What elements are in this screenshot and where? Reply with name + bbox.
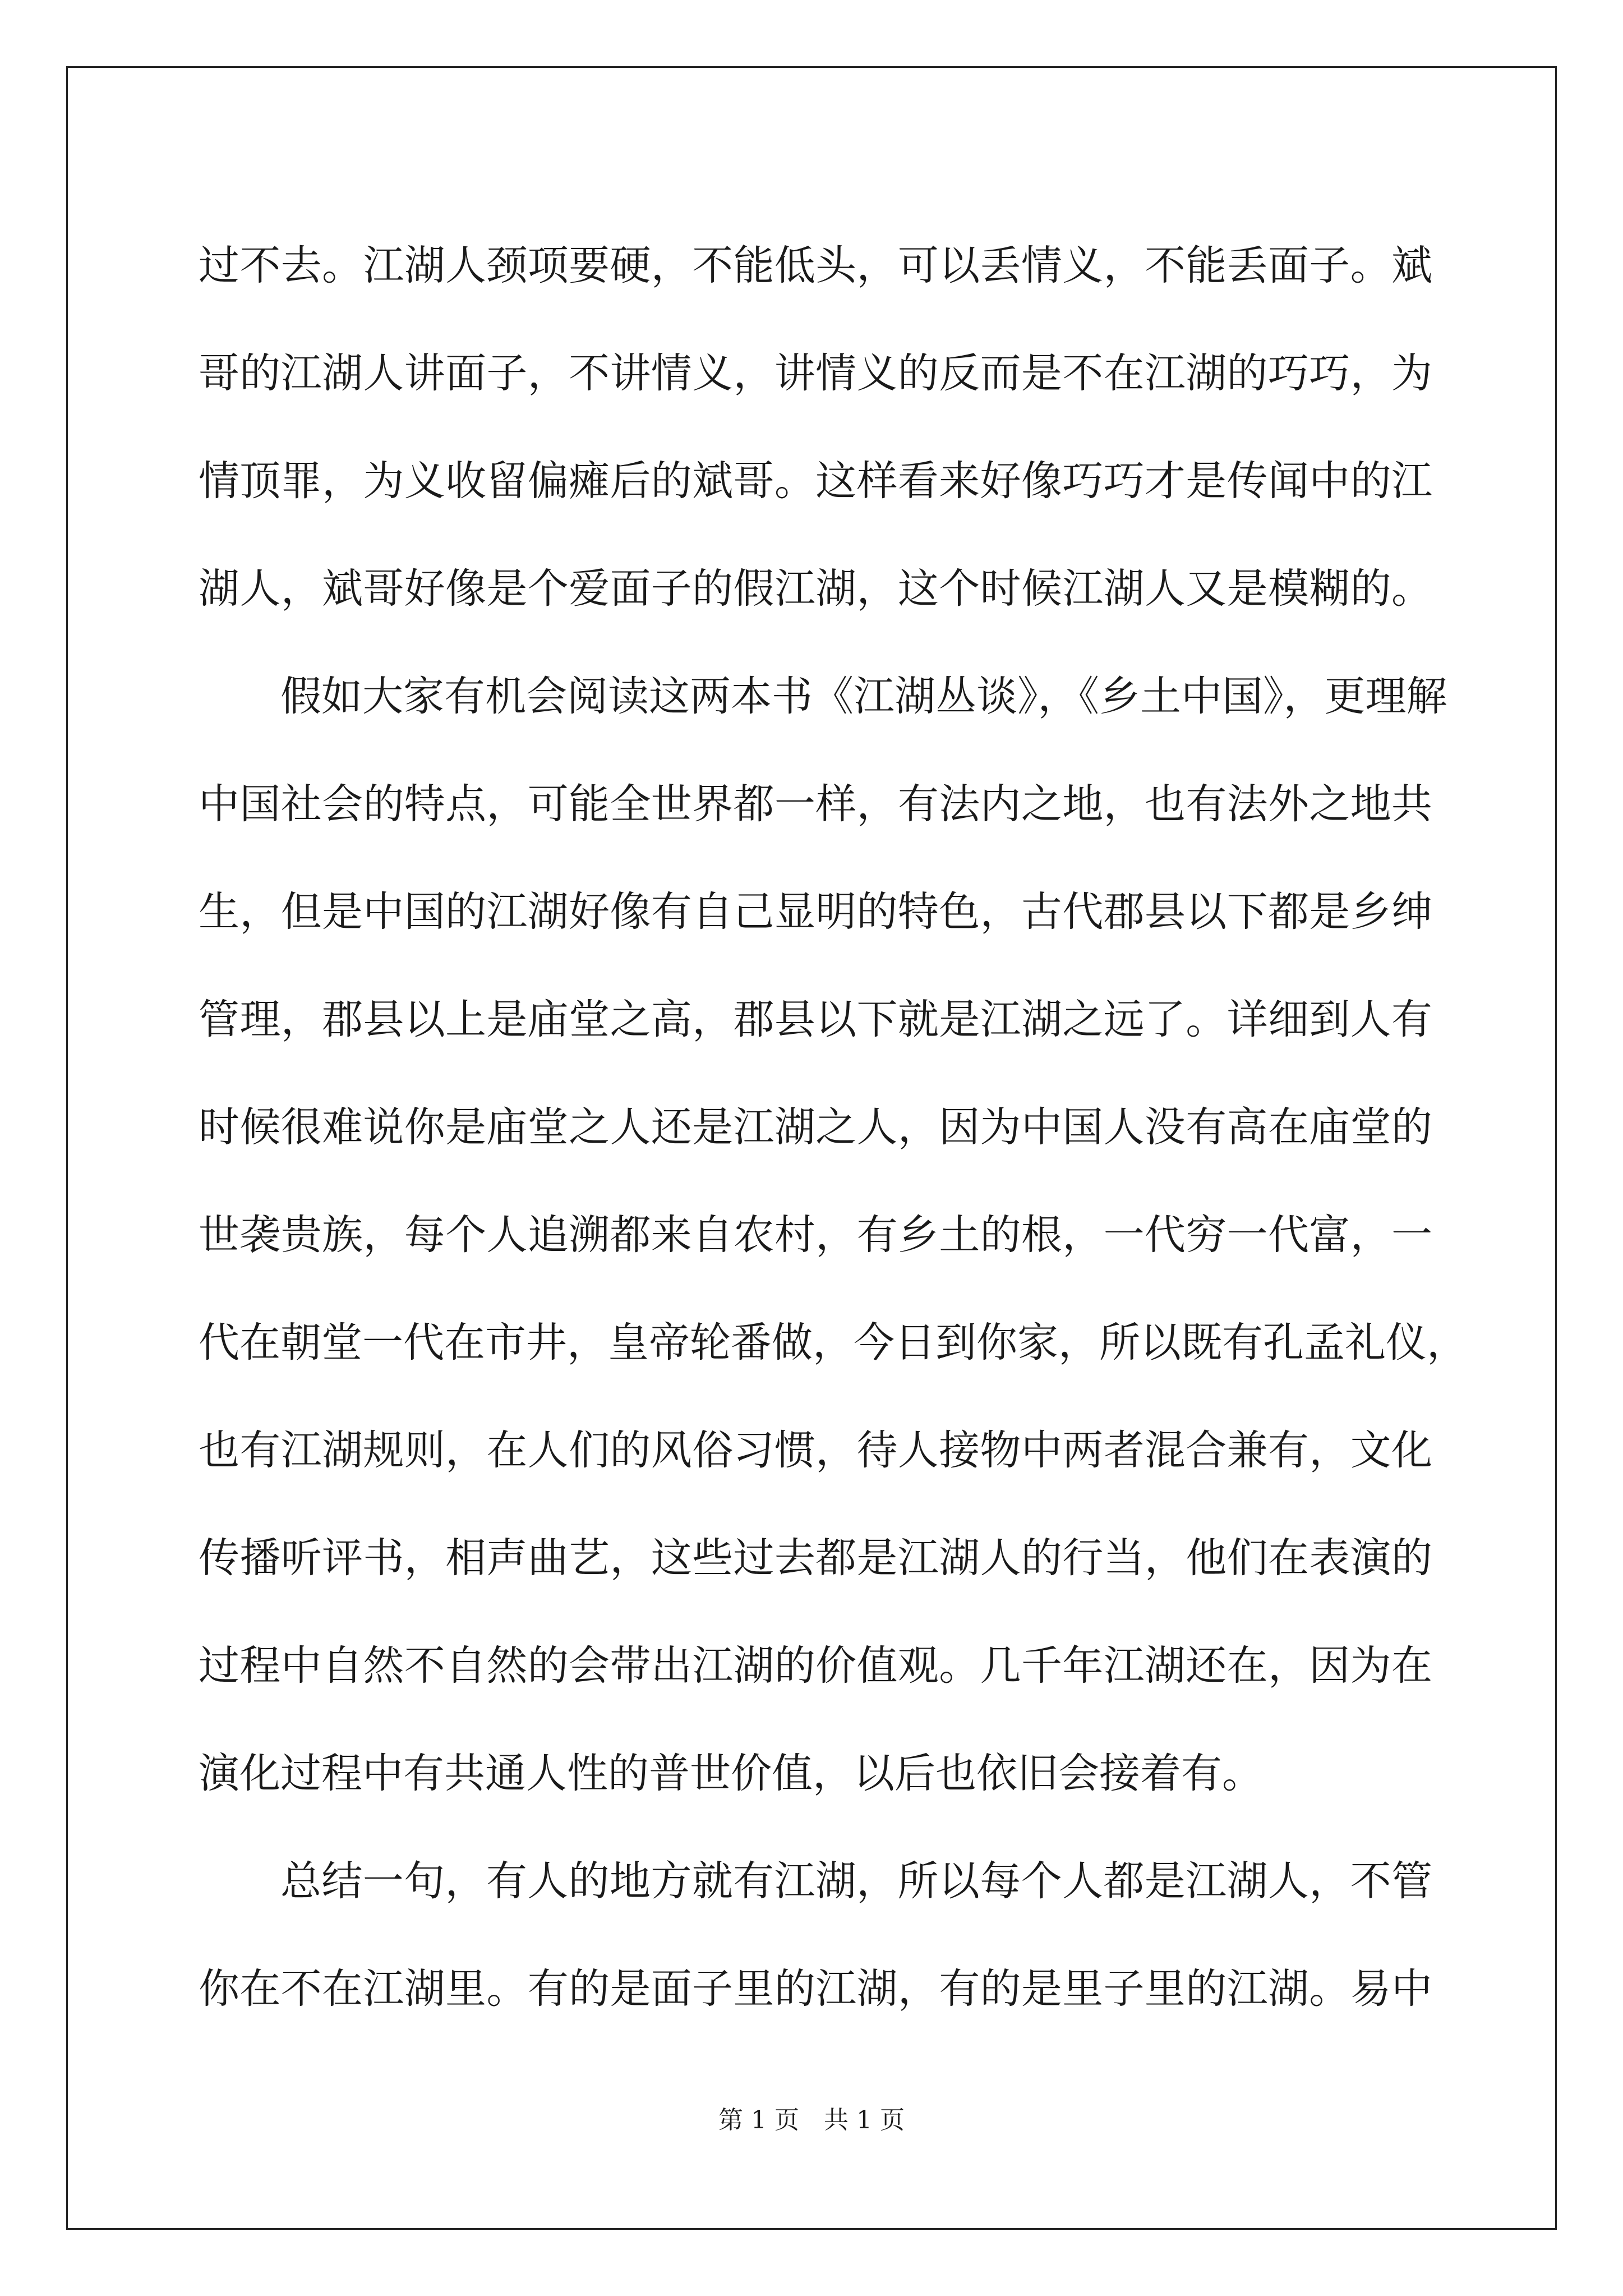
text-line: 过程中自然不自然的会带出江湖的价值观。几千年江湖还在，因为在 [199,1642,1432,1690]
text-line: 演化过程中有共通人性的普世价值，以后也依旧会接着有。 [199,1750,1263,1797]
text-line: 生，但是中国的江湖好像有自己显明的特色，古代郡县以下都是乡绅 [199,888,1432,936]
text-line: 也有江湖规则，在人们的风俗习惯，待人接物中两者混合兼有，文化 [199,1427,1432,1474]
text-line: 传播听评书，相声曲艺，这些过去都是江湖人的行当，他们在表演的 [199,1534,1432,1582]
text-line: 代在朝堂一代在市井，皇帝轮番做，今日到你家，所以既有孔孟礼仪， [199,1319,1468,1366]
text-line: 世袭贵族，每个人追溯都来自农村，有乡土的根，一代穷一代富，一 [199,1211,1432,1259]
text-line: 管理，郡县以上是庙堂之高，郡县以下就是江湖之远了。详细到人有 [199,996,1432,1043]
paragraph-1 [199,212,1432,643]
text-line: 你在不在江湖里。有的是面子里的江湖，有的是里子里的江湖。易中 [199,1965,1432,2013]
paragraph-3 [199,1828,1432,2043]
text-line: 哥的江湖人讲面子，不讲情义，讲情义的反而是不在江湖的巧巧，为 [199,349,1432,397]
text-line: 时候很难说你是庙堂之人还是江湖之人，因为中国人没有高在庙堂的 [199,1103,1432,1151]
page-footer: 第 1 页 共 1 页 [718,2106,905,2134]
paragraph-2 [199,643,1468,1828]
text-line: 湖人，斌哥好像是个爱面子的假江湖，这个时候江湖人又是模糊的。 [199,565,1432,613]
text-line: 总结一句，有人的地方就有江湖，所以每个人都是江湖人，不管 [280,1857,1432,1905]
document-body [199,212,1468,2043]
text-line: 中国社会的特点，可能全世界都一样，有法内之地，也有法外之地共 [199,780,1432,828]
text-line: 过不去。江湖人颈项要硬，不能低头，可以丢情义，不能丢面子。斌 [199,242,1432,289]
text-line: 情顶罪，为义收留偏瘫后的斌哥。这样看来好像巧巧才是传闻中的江 [199,457,1432,505]
text-line: 假如大家有机会阅读这两本书《江湖丛谈》，《乡土中国》，更理解 [280,673,1447,720]
